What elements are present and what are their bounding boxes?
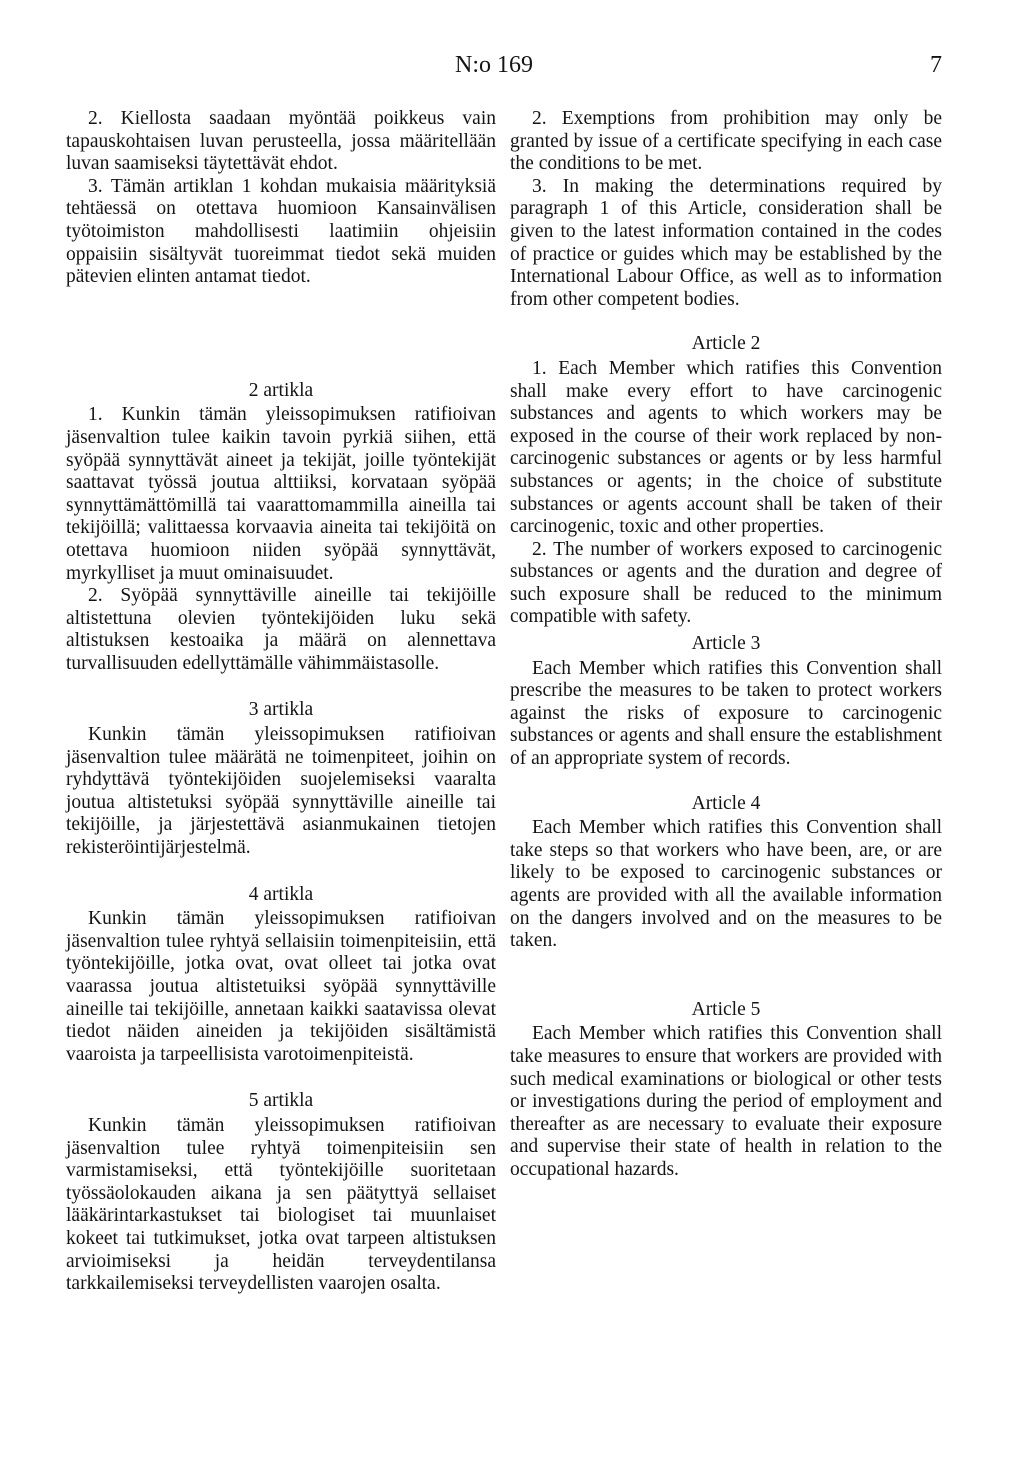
- fi-paragraph-3: 3. Tämän artiklan 1 kohdan mukaisia määrityksiä tehtäessä on otettava huomioon Kansainvälisen työtoimiston mahdollisesti laatimiin ohjeisiin oppaisiin sisältyvät tuoreimmat tiedot sekä muiden pätevien elinten antamat tiedot.: [66, 175, 496, 288]
- en-paragraph-2: 2. Exemptions from prohibition may only be granted by issue of a certificate specifying in each case the conditions to be met.: [510, 108, 942, 175]
- en-article-2-paragraph-1: 1. Each Member which ratifies this Convention shall make every effort to have carcinogenic substances and agents to which workers may be exposed in the course of their work replaced by non-carcinogenic substances or agents or by less harmful substances or agents; in the choice of substitute substances or agents account shall be taken of their carcinogenic, toxic and other properties.: [510, 357, 942, 538]
- en-article-4-paragraph: Each Member which ratifies this Convention shall take steps so that workers who have been, are, or are likely to be exposed to carcinogenic substances or agents are provided with all the available information on the dangers involved and on the measures to be taken.: [510, 817, 942, 952]
- fi-article-2-paragraph-1: 1. Kunkin tämän yleissopimuksen ratifioivan jäsenvaltion tulee kaikin tavoin pyrkiä siihen, että syöpää synnyttävät aineet ja tekijät, joille työntekijät saattavat työssä joutua alttiiksi, korvataan syöpää synnyttämättömillä tai vaarattomammilla aineilla tai tekijöillä; valittaessa korvaavia aineita tai tekijöitä on otettava huomioon niiden syöpää synnyttävät, myrkylliset ja muut ominaisuudet.: [66, 404, 496, 584]
- fi-article-2-title: 2 artikla: [248, 379, 314, 401]
- fi-paragraph-2: 2. Kiellosta saadaan myöntää poikkeus vain tapauskohtaisen luvan perusteella, jossa määritellään luvan saamiseksi täytettävät ehdot.: [66, 108, 496, 175]
- page-number: 7: [930, 52, 942, 78]
- en-article-2-title: Article 2: [691, 333, 761, 355]
- en-paragraph-3: 3. In making the determinations required by paragraph 1 of this Article, consideration shall be given to the latest information contained in the codes of practice or guides which may be established by the International Labour Office, as well as to information from other competent bodies.: [510, 175, 942, 310]
- document-number: N:o 169: [455, 52, 533, 78]
- page-header: [0, 52, 1024, 84]
- fi-article-5-paragraph: Kunkin tämän yleissopimuksen ratifioivan jäsenvaltion tulee ryhtyä toimenpiteisiin sen varmistamiseksi, että työntekijöille suoritetaan työssäolokauden aikana ja sen päätyttyä sellaiset lääkärintarkastukset tai biologiset tai muunlaiset kokeet tai tutkimukset, jotka ovat tarpeen altistuksen arvioimiseksi ja heidän terveydentilansa tarkkailemiseksi terveydellisten vaarojen osalta.: [66, 1114, 496, 1295]
- fi-article-3-title: 3 artikla: [248, 699, 314, 721]
- en-article-3-title: Article 3: [691, 633, 761, 655]
- fi-article-4-title: 4 artikla: [248, 883, 314, 905]
- en-article-4-title: Article 4: [691, 792, 761, 814]
- en-article-5-title: Article 5: [691, 998, 761, 1020]
- english-column: [510, 108, 942, 1182]
- en-article-3-paragraph: Each Member which ratifies this Convention shall prescribe the measures to be taken to protect workers against the risks of exposure to carcinogenic substances or agents and shall ensure the establishment of an appropriate system of records.: [510, 657, 942, 770]
- fi-article-4-paragraph: Kunkin tämän yleissopimuksen ratifioivan jäsenvaltion tulee ryhtyä sellaisiin toimenpiteisiin, että työntekijöille, jotka ovat, ovat olleet tai jotka ovat vaarassa joutua altistetuiksi syöpää synnyttäville aineille tai tekijöille, annetaan kaikki saatavissa olevat tiedot näiden aineiden ja tekijöiden sisältämistä vaaroista ja tarpeellisista varotoimenpiteistä.: [66, 908, 496, 1065]
- finnish-column: [66, 108, 496, 1296]
- en-article-5-paragraph: Each Member which ratifies this Convention shall take measures to ensure that workers are provided with such medical examinations or biological or other tests or investigations during the period of employment and thereafter as are necessary to evaluate their exposure and supervise their state of health in relation to the occupational hazards.: [510, 1023, 942, 1180]
- fi-article-5-title: 5 artikla: [248, 1090, 314, 1112]
- fi-article-3-paragraph: Kunkin tämän yleissopimuksen ratifioivan jäsenvaltion tulee määrätä ne toimenpiteet, joihin on ryhdyttävä työntekijöiden suojelemiseksi vaaralta joutua altistetuksi syöpää synnyttäville aineille tai tekijöille, ja järjestettävä asianmukainen tietojen rekisteröintijärjestelmä.: [66, 724, 496, 859]
- en-article-2-paragraph-2: 2. The number of workers exposed to carcinogenic substances or agents and the duration and degree of such exposure shall be reduced to the minimum compatible with safety.: [510, 538, 942, 628]
- fi-article-2-paragraph-2: 2. Syöpää synnyttäville aineille tai tekijöille altistettuna olevien työntekijöiden luku sekä altistuksen kestoaika ja määrä on alennettava turvallisuuden edellyttämälle vähimmäistasolle.: [66, 585, 496, 674]
